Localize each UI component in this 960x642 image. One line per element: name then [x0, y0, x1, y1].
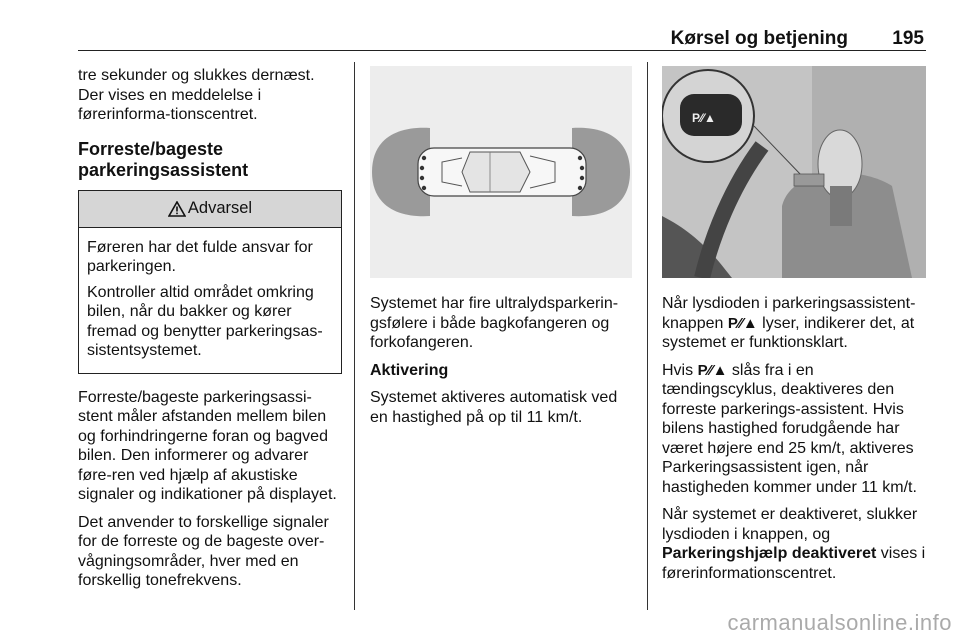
park-assist-icon: P⁄⁄▲ — [697, 361, 728, 379]
warning-header — [79, 191, 341, 228]
subheading: Aktivering — [370, 361, 449, 379]
section-title: Kørsel og betjening — [670, 28, 848, 49]
car-top-view-icon — [370, 66, 632, 278]
message-text: Parkeringshjælp deaktiveret — [662, 545, 877, 562]
warning-text: Føreren har det fulde ansvar for parkeringen. — [87, 238, 313, 275]
column-1 — [78, 66, 342, 599]
paragraph: Forreste/bageste parkeringsassi-stent måler afstanden mellem bilen og forhindringerne foran og bagved bilen. Den informerer og advarer føre-ren ved hjælp af akustiske signaler og indikationer på displayet. — [78, 388, 337, 503]
parking-sensor-zones-illustration — [370, 66, 632, 278]
park-assist-button-icon: P⁄⁄▲ — [692, 111, 716, 125]
watermark: carmanualsonline.info — [727, 610, 952, 635]
page-header — [0, 0, 960, 52]
warning-body — [79, 228, 341, 373]
console-photo-icon — [662, 66, 926, 278]
column-divider-2 — [647, 62, 648, 610]
warning-title: Advarsel — [187, 198, 253, 217]
column-3 — [662, 66, 928, 591]
paragraph: Systemet har fire ultralydsparkerin-gsfølere i både bagkofangeren og forkofangeren. — [370, 295, 619, 351]
section-heading: Forreste/bageste parkeringsassistent — [78, 138, 249, 180]
warning-box — [78, 190, 342, 374]
paragraph: Når lysdioden i parkeringsassistent-knappen P⁄⁄▲ lyser, indikerer det, at systemet er funktionsklart. — [662, 295, 916, 351]
gear-shifter-illustration — [662, 66, 926, 278]
column-2 — [370, 66, 634, 435]
column-divider-1 — [354, 62, 355, 610]
paragraph: Hvis P⁄⁄▲ slås fra i en tændingscyklus, deaktiveres den forreste parkerings-assistent. Hvis bilens hastighed forudgående har været højere end 25 km/t, aktiveres Parkeringsassistent igen, når hastigheden kommer under 11 km/t. — [662, 361, 917, 496]
warning-triangle-icon — [168, 201, 186, 217]
warning-text: Kontroller altid området omkring bilen, når du bakker og kører fremad og benytter parkeringsas-sistentsystemet. — [87, 283, 323, 359]
paragraph: tre sekunder og slukkes dernæst. Der vises en meddelelse i førerinforma-tionscentret. — [78, 67, 315, 123]
paragraph: Når systemet er deaktiveret, slukker lysdioden i knappen, og Parkeringshjælp deaktiveret vises i førerinformationscentret. — [662, 506, 926, 582]
park-assist-icon: P⁄⁄▲ — [727, 314, 758, 332]
header-rule — [78, 50, 926, 51]
paragraph: Det anvender to forskellige signaler for de forreste og de bageste over-vågningsområder, hver med en forskellig tonefrekvens. — [78, 513, 329, 589]
page-number: 195 — [892, 28, 924, 49]
paragraph: Systemet aktiveres automatisk ved en hastighed på op til 11 km/t. — [370, 389, 618, 426]
